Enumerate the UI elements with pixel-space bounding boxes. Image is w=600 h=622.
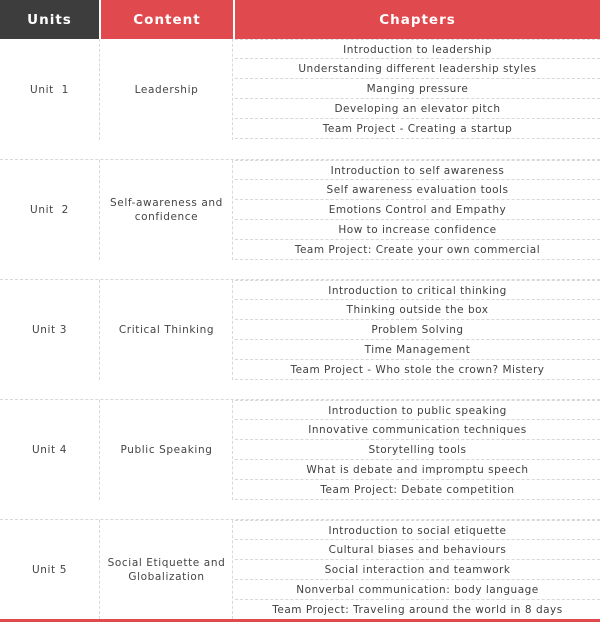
unit-row — [0, 400, 600, 500]
chapter-item: Time Management — [235, 340, 600, 360]
chapter-item: Problem Solving — [235, 320, 600, 340]
chapter-item: Developing an elevator pitch — [235, 99, 600, 119]
header-chapters: Chapters — [235, 0, 600, 39]
unit-row — [0, 280, 600, 380]
unit-label: Unit 5 — [0, 520, 100, 619]
chapter-item: What is debate and impromptu speech — [235, 460, 600, 480]
unit-content: Social Etiquette and Globalization — [101, 520, 233, 619]
chapter-item: Team Project: Create your own commercial — [235, 240, 600, 260]
unit-label: Unit 4 — [0, 400, 100, 500]
unit-row — [0, 520, 600, 619]
chapter-item: Understanding different leadership styles — [235, 59, 600, 79]
unit-content: Public Speaking — [101, 400, 233, 500]
chapter-item: Nonverbal communication: body language — [235, 580, 600, 600]
unit-row — [0, 39, 600, 140]
chapter-item: Manging pressure — [235, 79, 600, 99]
chapter-item: Social interaction and teamwork — [235, 560, 600, 580]
unit-content: Leadership — [101, 39, 233, 140]
chapter-item: Innovative communication techniques — [235, 420, 600, 440]
chapter-list — [235, 160, 600, 260]
header-units: Units — [0, 0, 99, 39]
chapter-item: Introduction to self awareness — [235, 160, 600, 180]
row-spacer — [0, 140, 600, 160]
chapter-item: Cultural biases and behaviours — [235, 540, 600, 560]
unit-content: Self-awareness and confidence — [101, 160, 233, 260]
unit-row — [0, 160, 600, 260]
chapter-item: Introduction to critical thinking — [235, 280, 600, 300]
unit-label: Unit 1 — [0, 39, 100, 140]
chapter-item: How to increase confidence — [235, 220, 600, 240]
chapter-item: Team Project - Who stole the crown? Mistery — [235, 360, 600, 380]
chapter-item: Storytelling tools — [235, 440, 600, 460]
chapter-list — [235, 400, 600, 500]
table-header — [0, 0, 600, 39]
chapter-list — [235, 280, 600, 380]
chapter-item: Team Project: Debate competition — [235, 480, 600, 500]
unit-label: Unit 2 — [0, 160, 100, 260]
chapter-item: Introduction to social etiquette — [235, 520, 600, 540]
chapter-list — [235, 520, 600, 620]
chapter-item: Thinking outside the box — [235, 300, 600, 320]
chapter-item: Emotions Control and Empathy — [235, 200, 600, 220]
chapter-list — [235, 39, 600, 139]
chapter-item: Team Project - Creating a startup — [235, 119, 600, 139]
chapter-item: Self awareness evaluation tools — [235, 180, 600, 200]
chapter-item: Introduction to leadership — [235, 39, 600, 59]
unit-label: Unit 3 — [0, 280, 100, 380]
row-spacer — [0, 500, 600, 520]
chapter-item: Introduction to public speaking — [235, 400, 600, 420]
header-content: Content — [101, 0, 233, 39]
chapter-item: Team Project: Traveling around the world in 8 days — [272, 604, 563, 616]
row-spacer — [0, 380, 600, 400]
unit-content: Critical Thinking — [101, 280, 233, 380]
row-spacer — [0, 260, 600, 280]
